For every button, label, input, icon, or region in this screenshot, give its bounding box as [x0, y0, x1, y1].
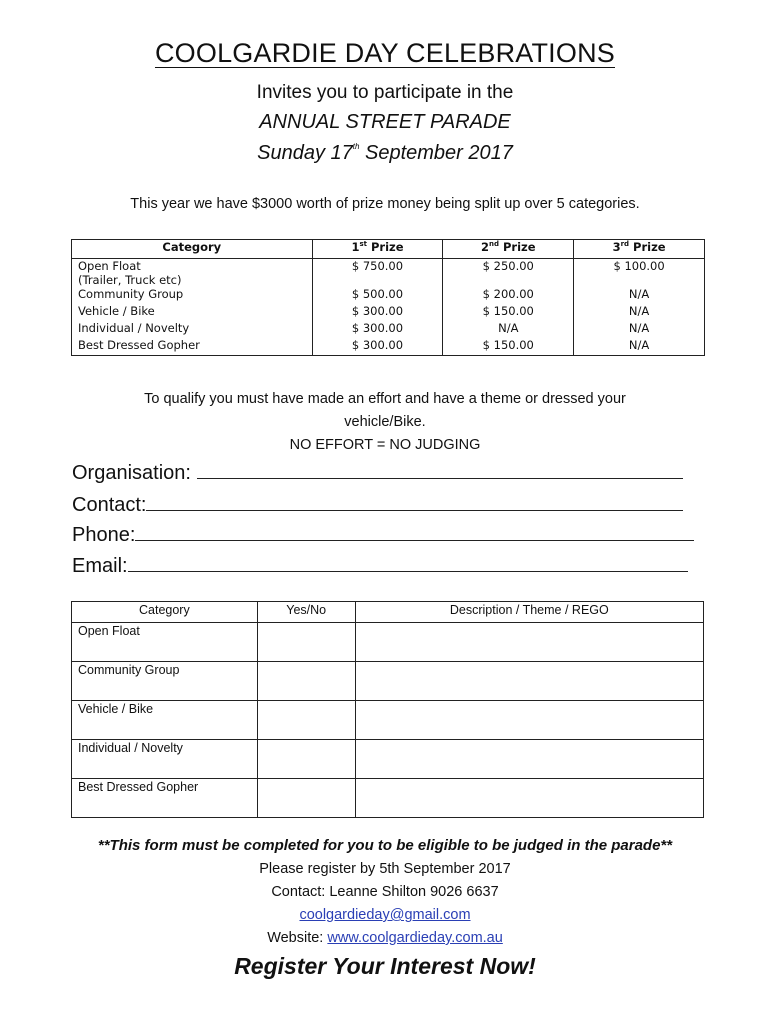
invite-text: Invites you to participate in the — [256, 82, 514, 103]
entry-yesno-cell[interactable] — [257, 701, 355, 740]
first-prize-cell: $ 300.00 — [312, 321, 443, 338]
email-link[interactable]: coolgardieday@gmail.com — [299, 907, 471, 923]
prize-table — [71, 239, 705, 356]
table-row — [72, 338, 705, 356]
table-row — [72, 287, 705, 304]
table-row — [72, 701, 704, 740]
website-label: Website: — [267, 930, 328, 946]
entry-category-cell: Individual / Novelty — [72, 740, 258, 779]
entry-category-cell: Vehicle / Bike — [72, 701, 258, 740]
contact-label: Contact: — [72, 494, 147, 516]
third-prize-cell: N/A — [574, 287, 705, 304]
third-prize-cell: N/A — [574, 338, 705, 356]
table-row — [72, 662, 704, 701]
prize-category-cell: Community Group — [72, 287, 313, 304]
entry-table-header — [72, 602, 704, 623]
contact-input-line[interactable] — [146, 492, 683, 511]
page-title: COOLGARDIE DAY CELEBRATIONS — [154, 38, 615, 68]
entry-header-category: Category — [72, 602, 258, 623]
event-date: Sunday 17th September 2017 — [257, 142, 513, 164]
entry-header-yesno: Yes/No — [257, 602, 355, 623]
entry-yesno-cell[interactable] — [257, 779, 355, 818]
entry-yesno-cell[interactable] — [257, 740, 355, 779]
first-prize-cell: $ 300.00 — [312, 304, 443, 321]
prize-table-header — [72, 240, 705, 259]
prize-category-cell: Vehicle / Bike — [72, 304, 313, 321]
entry-category-cell: Best Dressed Gopher — [72, 779, 258, 818]
entry-category-cell: Open Float — [72, 623, 258, 662]
first-prize-cell: $ 500.00 — [312, 287, 443, 304]
entry-description-cell[interactable] — [355, 779, 703, 818]
entry-description-cell[interactable] — [355, 701, 703, 740]
prize-header-second: 2nd Prize — [443, 240, 574, 259]
entry-description-cell[interactable] — [355, 623, 703, 662]
intro-text: This year we have $3000 worth of prize money being split up over 5 categories. — [130, 196, 640, 212]
entry-category-cell: Community Group — [72, 662, 258, 701]
second-prize-cell: $ 200.00 — [443, 287, 574, 304]
qualify-text: To qualify you must have made an effort and have a theme or dressed your — [144, 391, 626, 407]
organisation-field[interactable] — [72, 460, 683, 485]
entry-table — [71, 601, 704, 818]
prize-category-cell: Best Dressed Gopher — [72, 338, 313, 356]
first-prize-cell: $ 750.00 — [312, 259, 443, 288]
email-label: Email: — [72, 555, 128, 577]
entry-description-cell[interactable] — [355, 662, 703, 701]
third-prize-cell: $ 100.00 — [574, 259, 705, 288]
third-prize-cell: N/A — [574, 321, 705, 338]
entry-yesno-cell[interactable] — [257, 623, 355, 662]
phone-field[interactable] — [72, 522, 694, 547]
completion-notice: **This form must be completed for you to be eligible to be judged in the parade** — [97, 837, 673, 854]
second-prize-cell: $ 250.00 — [443, 259, 574, 288]
table-row — [72, 259, 705, 288]
entry-description-cell[interactable] — [355, 740, 703, 779]
contact-info: Contact: Leanne Shilton 9026 6637 — [271, 884, 499, 900]
email-input-line[interactable] — [128, 553, 688, 572]
website-line — [0, 930, 770, 946]
prize-category-cell: Individual / Novelty — [72, 321, 313, 338]
table-row — [72, 779, 704, 818]
prize-category-cell: Open Float (Trailer, Truck etc) — [72, 259, 313, 288]
organisation-label: Organisation: — [72, 462, 197, 484]
table-row — [72, 321, 705, 338]
email-line — [0, 907, 770, 923]
second-prize-cell: $ 150.00 — [443, 338, 574, 356]
table-row — [72, 623, 704, 662]
prize-header-third: 3rd Prize — [574, 240, 705, 259]
entry-yesno-cell[interactable] — [257, 662, 355, 701]
phone-input-line[interactable] — [135, 522, 694, 541]
first-prize-cell: $ 300.00 — [312, 338, 443, 356]
prize-header-first: 1st Prize — [312, 240, 443, 259]
register-cta: Register Your Interest Now! — [234, 953, 536, 979]
website-link[interactable]: www.coolgardieday.com.au — [327, 930, 503, 946]
email-field[interactable] — [72, 553, 688, 578]
third-prize-cell: N/A — [574, 304, 705, 321]
organisation-input-line[interactable] — [197, 460, 683, 479]
entry-header-description: Description / Theme / REGO — [355, 602, 703, 623]
second-prize-cell: $ 150.00 — [443, 304, 574, 321]
table-row — [72, 304, 705, 321]
phone-label: Phone: — [72, 524, 136, 546]
prize-header-category: Category — [72, 240, 313, 259]
table-row — [72, 740, 704, 779]
event-name: ANNUAL STREET PARADE — [259, 111, 511, 133]
register-deadline: Please register by 5th September 2017 — [259, 861, 511, 877]
qualify-text-cont: vehicle/Bike. — [344, 414, 426, 430]
second-prize-cell: N/A — [443, 321, 574, 338]
no-effort-notice: NO EFFORT = NO JUDGING — [289, 437, 481, 453]
contact-field[interactable] — [72, 492, 683, 517]
